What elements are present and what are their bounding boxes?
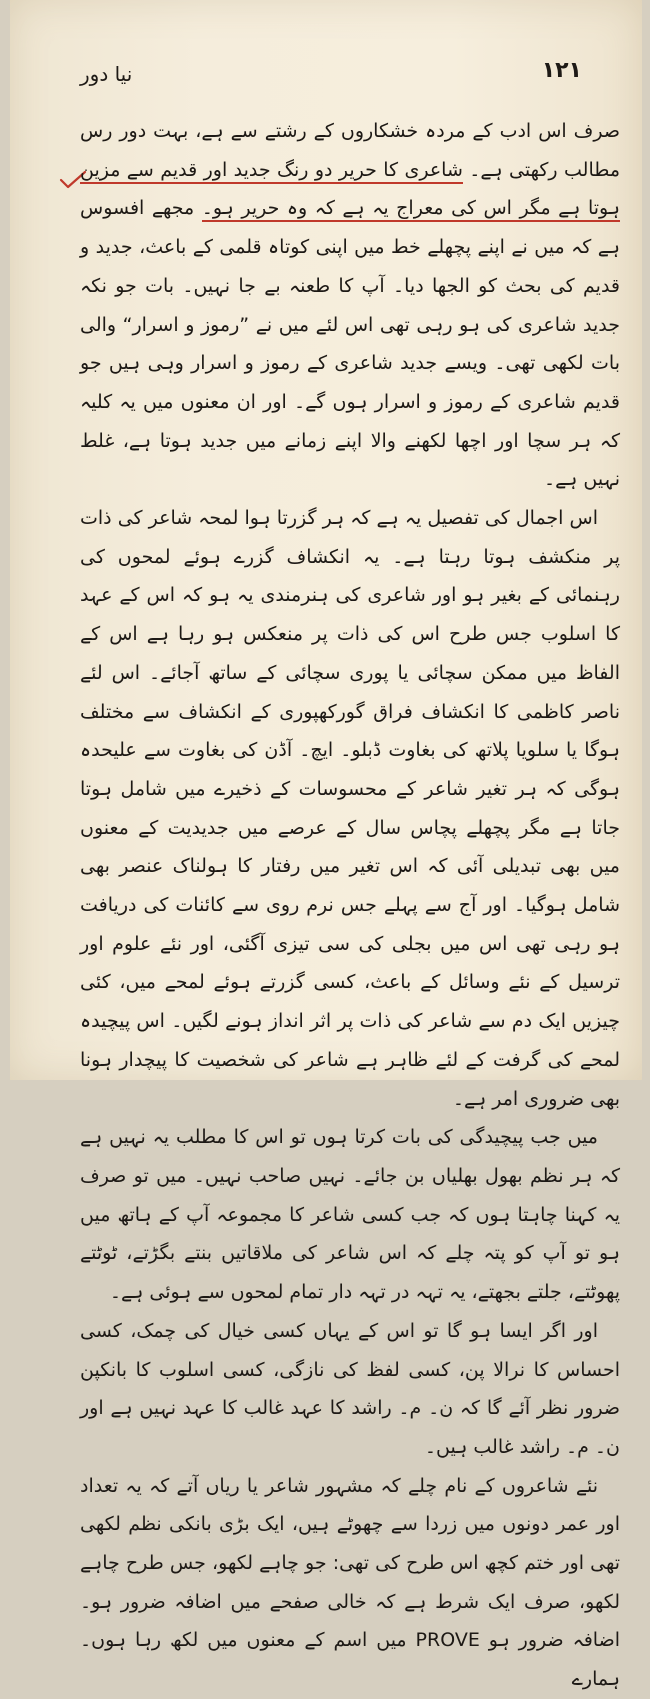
paragraph-2: اس اجمال کی تفصیل یہ ہے کہ ہر گزرتا ہوا لمحہ شاعر کی ذات پر منکشف ہوتا رہتا ہے۔ یہ انکشاف گزرے ہوئے لمحوں کی رہنمائی کے بغیر ہو اور شاعری کی ہنرمندی یہ ہو کہ اس کے عہد کا اسلوب جس طرح اس کی ذات پر منعکس ہو رہا ہے اس کے الفاظ میں ممکن سچائی یا پوری سچائی کے ساتھ آجائے۔ اس لئے ناصر کاظمی کا انکشاف فراق گورکھپوری کے انکشاف سے مختلف ہوگا یا سلویا پلاتھ کی بغاوت ڈبلو۔ ایچ۔ آڈن کی بغاوت سے علیحدہ ہوگی کہ ہر تغیر شاعر کے محسوسات کے ذخیرے میں شامل ہوتا جاتا ہے مگر پچھلے پچاس سال کے عرصے میں جدیدیت کے معنوں میں بھی تبدیلی آئی کہ اس تغیر میں رفتار کا ہولناک عنصر بھی شامل ہوگیا۔ اور آج سے پہلے جس نرم روی سے کائنات کی دریافت ہو رہی تھی اس میں بجلی کی سی تیزی آگئی، اور نئے علوم اور ترسیل کے نئے وسائل کے باعث، کسی گزرتے ہوئے لمحے میں، کئی چیزیں ایک دم سے شاعر کی ذات پر اثر انداز ہونے لگیں۔ اس پیچیدہ لمحے کی گرفت کے لئے ظاہر ہے شاعر کی شخصیت کا پیچدار ہونا بھی ضروری امر ہے۔ bbox=[80, 507, 620, 1110]
paragraph-1-end: مجھے افسوس ہے کہ میں نے اپنے پچھلے خط میں اپنی کوتاہ قلمی کے باعث، جدید و قدیم کی بحث کو الجھا دیا۔ آپ کا طعنہ بے جا نہیں۔ بات جو نکہ جدید شاعری کی ہو رہی تھی اس لئے میں نے ”رموز و اسرار“ والی بات لکھی تھی۔ ویسے جدید شاعری کے رموز و اسرار وہی ہیں جو قدیم شاعری کے رموز و اسرار ہوں گے۔ اور ان معنوں میں یہ کلیہ کہ ہر سچا اور اچھا لکھنے والا اپنے زمانے میں جدید ہوتا ہے، غلط نہیں ہے۔ bbox=[80, 197, 620, 491]
running-title: نیا دور bbox=[80, 62, 133, 86]
book-page bbox=[10, 0, 642, 1691]
paragraph-1-start: صرف اس ادب کے مردہ خشکاروں کے رشتے سے ہے، بہت دور رس مطالب رکھتی ہے۔ bbox=[80, 120, 620, 181]
paragraph-5: نئے شاعروں کے نام چلے کہ مشہور شاعر یا ریاں آتے کہ یہ تعداد اور عمر دونوں میں زردا سے چھوٹے ہیں، ایک بڑی بانکی نظم لکھی تھی اور ختم کچھ اس طرح کی تھی: جو چاہے لکھو، جس طرح چاہے لکھو، صرف ایک شرط ہے کہ خالی صفحے میں اضافہ ضرور ہو۔ اضافہ ضرور ہو PROVE میں اسم کے معنوں میں لکھ رہا ہوں۔ ہمارے bbox=[80, 1474, 620, 1691]
page-header bbox=[80, 58, 582, 98]
paragraph-4: اور اگر ایسا ہو گا تو اس کے یہاں کسی خیال کی چمک، کسی احساس کا نرالا پن، کسی لفظ کی نازگی، کسی اسلوب کا بانکپن ضرور نظر آئے گا کہ ن۔ م۔ راشد کا عہد غالب کا عہد نہیں ہے اور ن۔ م۔ راشد غالب ہیں۔ bbox=[80, 1319, 620, 1458]
paragraph-1 bbox=[80, 112, 620, 499]
underlined-passage: شاعری کا حریر دو رنگ جدید اور قدیم سے مزین ہوتا ہے مگر اس کی معراج یہ ہے کہ وہ حریر ہو۔ bbox=[80, 159, 620, 223]
body-text bbox=[80, 112, 620, 1699]
page-number: ۱۲۱ bbox=[541, 58, 582, 83]
paragraph-3: میں جب پیچیدگی کی بات کرتا ہوں تو اس کا مطلب یہ نہیں ہے کہ ہر نظم بھول بھلیاں بن جائے۔ نہیں صاحب نہیں۔ میں تو صرف یہ کہنا چاہتا ہوں کہ جب کسی شاعر کا مجموعہ آپ کے ہاتھ میں ہو تو آپ کو پتہ چلے کہ اس شاعر کی ملاقاتیں بنتے بگڑتے، ٹوٹتے پھوٹتے، جلتے بجھتے، یہ تہہ در تہہ دار تمام لمحوں سے ہوئی ہے۔ bbox=[80, 1126, 620, 1304]
